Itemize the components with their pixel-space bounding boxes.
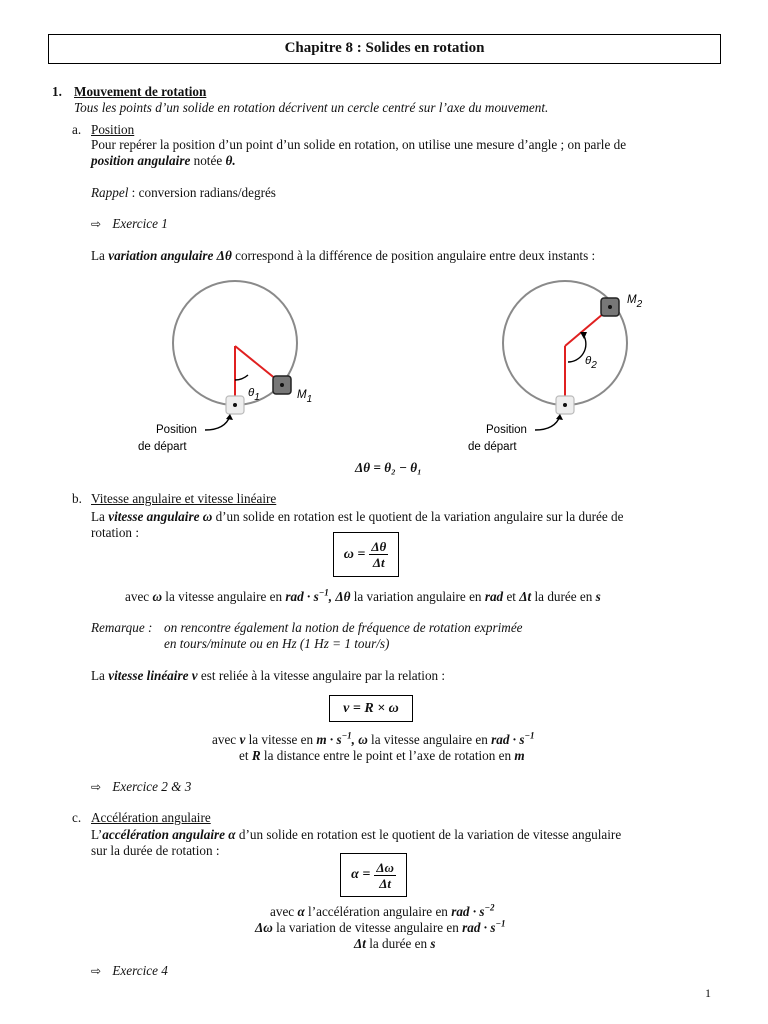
variation-pre: La — [91, 248, 109, 263]
omega-fraction-den: Δt — [372, 555, 385, 570]
section-heading: Mouvement de rotation — [74, 84, 207, 99]
part-a-line2-text: notée — [190, 153, 226, 168]
diagram-position-2 — [460, 280, 670, 460]
part-c-line1 — [91, 827, 621, 843]
u1e: , Δθ — [328, 589, 351, 604]
u5a: Δt — [354, 936, 366, 951]
page-title: Chapitre 8 : Solides en rotation — [48, 34, 721, 64]
part-a-letter: a. — [72, 122, 82, 137]
part-c-line1-post: d’un solide en rotation est le quotient de la variation de vitesse angulaire — [235, 827, 622, 842]
vitesse-angulaire-term: vitesse angulaire ω — [108, 509, 213, 524]
u2d-sup: −1 — [341, 730, 352, 741]
page-number: 1 — [705, 986, 711, 1000]
u1i: Δt — [519, 589, 532, 604]
position-angulaire-term: position angulaire — [91, 153, 191, 168]
u1k: s — [595, 589, 601, 604]
u1d-sup: −1 — [318, 587, 329, 598]
exercise-4-link[interactable] — [91, 963, 168, 979]
part-c-line2: sur la durée de rotation : — [91, 843, 220, 858]
start-label-line2: de départ — [138, 441, 187, 453]
u2l2c: la distance entre le point et l’axe de rotation en — [260, 748, 515, 763]
u2f: la vitesse angulaire en — [367, 732, 492, 747]
u2l2d: m — [514, 748, 525, 763]
part-b-line1-pre: La — [91, 509, 109, 524]
theta2-label: θ2 — [585, 355, 597, 371]
omega-fraction-num: Δθ — [371, 539, 387, 554]
m1-label: M1 — [297, 389, 313, 405]
alpha-fraction-num: Δω — [376, 859, 394, 875]
u1d: rad · s — [285, 589, 319, 604]
alpha-formula-box — [340, 853, 407, 897]
u3c: l’accélération angulaire en — [304, 904, 452, 919]
part-a-line2 — [91, 153, 236, 169]
part-b-letter: b. — [72, 491, 82, 506]
omega-fraction — [369, 539, 388, 570]
alpha-fraction — [374, 860, 396, 891]
rappel-line — [91, 185, 276, 201]
u2e: , ω — [351, 732, 368, 747]
start-label-line2: de départ — [468, 441, 517, 453]
part-c-letter: c. — [72, 810, 82, 825]
u4c-sup: −1 — [495, 918, 506, 929]
u2g-sup: −1 — [524, 730, 535, 741]
u4c: rad · s — [462, 920, 496, 935]
omega-units-line — [125, 589, 601, 605]
omega-formula-box — [333, 532, 399, 577]
alpha-units-line1 — [270, 904, 495, 920]
rappel-label: Rappel — [91, 185, 129, 200]
angle-arc — [235, 375, 248, 380]
linear-pre: La — [91, 668, 109, 683]
exercise-2-3-link[interactable] — [91, 779, 191, 795]
u5c: s — [430, 936, 436, 951]
theta-symbol: θ. — [225, 153, 236, 168]
linear-speed-line — [91, 668, 445, 684]
delta-theta-symbol: Δθ — [213, 248, 232, 263]
u2a: avec — [212, 732, 240, 747]
part-c-heading: Accélération angulaire — [91, 810, 211, 825]
variation-post: correspond à la différence de position angulaire entre deux instants : — [231, 248, 596, 263]
u1g: rad — [484, 589, 504, 604]
u2c: la vitesse en — [245, 732, 317, 747]
u2g: rad · s — [491, 732, 525, 747]
remark-line2: en tours/minute ou en Hz (1 Hz = 1 tour/s) — [164, 636, 390, 651]
variation-line — [91, 248, 595, 264]
u1a: avec — [125, 589, 153, 604]
u3a: avec — [270, 904, 298, 919]
part-b-line1 — [91, 509, 624, 525]
u1f: la variation angulaire en — [350, 589, 485, 604]
arrow-head-icon — [580, 332, 587, 339]
linear-post: est reliée à la vitesse angulaire par la relation : — [197, 668, 446, 683]
linear-formula-box: v = R × ω — [329, 695, 413, 722]
alpha-units-line3 — [354, 936, 436, 952]
start-label-line1: Position — [486, 424, 527, 436]
start-arrow — [535, 416, 560, 430]
vitesse-lineaire-term: vitesse linéaire v — [108, 668, 198, 683]
m2-label: M2 — [627, 294, 643, 310]
start-dot — [233, 403, 237, 407]
delta-theta-formula: Δθ = θ₂ − θ₁ — [355, 460, 422, 475]
u3b: α — [297, 904, 305, 919]
arrow-head-icon — [226, 414, 233, 420]
rappel-text: : conversion radians/degrés — [128, 185, 276, 200]
alpha-fraction-den: Δt — [379, 875, 391, 891]
exercise-1-label: Exercice 1 — [112, 216, 168, 231]
part-b-line1-post: d’un solide en rotation est le quotient de la variation angulaire sur la durée de — [212, 509, 624, 524]
exercise-2-3-label: Exercice 2 & 3 — [112, 779, 192, 794]
part-a-line1: Pour repérer la position d’un point d’un solide en rotation, on utilise une mesure d’angle ; on parle de — [91, 137, 627, 152]
part-a-heading: Position — [91, 122, 135, 137]
u1h: et — [503, 589, 520, 604]
remark-label: Remarque : — [91, 620, 153, 635]
omega-formula-lhs: ω = — [343, 546, 366, 562]
u1j: la durée en — [531, 589, 596, 604]
diagram-position-1 — [130, 280, 340, 460]
u4b: la variation de vitesse angulaire en — [272, 920, 463, 935]
u5b: la durée en — [365, 936, 431, 951]
u4a: Δω — [255, 920, 273, 935]
acceleration-term: accélération angulaire α — [102, 827, 236, 842]
theta1-label: θ1 — [248, 387, 260, 403]
alpha-formula-lhs: α = — [351, 867, 371, 882]
point-m2-dot — [608, 305, 612, 309]
start-label-line1: Position — [156, 424, 197, 436]
u3d: rad · s — [451, 904, 485, 919]
section-intro: Tous les points d’un solide en rotation décrivent un cercle centré sur l’axe du mouvement. — [74, 100, 549, 115]
part-c-line1-pre: L’ — [91, 827, 103, 842]
u2l2b: R — [251, 748, 261, 763]
arrow-right-icon: ⇨ — [91, 780, 102, 794]
linear-units-line1 — [212, 732, 534, 748]
u3d-sup: −2 — [484, 902, 495, 913]
section-number: 1. — [52, 84, 62, 99]
remark-line1: on rencontre également la notion de fréquence de rotation exprimée — [164, 620, 523, 635]
part-b-heading: Vitesse angulaire et vitesse linéaire — [91, 491, 277, 506]
u1c: la vitesse angulaire en — [162, 589, 286, 604]
u2b: v — [239, 732, 246, 747]
arrow-right-icon: ⇨ — [91, 217, 102, 231]
u2d: m · s — [316, 732, 342, 747]
exercise-1-link[interactable] — [91, 216, 168, 232]
alpha-units-line2 — [255, 920, 505, 936]
arrow-head-icon — [556, 414, 563, 420]
exercise-4-label: Exercice 4 — [112, 963, 168, 978]
point-m1-dot — [280, 383, 284, 387]
start-arrow — [205, 416, 230, 430]
part-b-line2: rotation : — [91, 525, 139, 540]
arrow-right-icon: ⇨ — [91, 964, 102, 978]
start-dot — [563, 403, 567, 407]
u1b: ω — [152, 589, 162, 604]
u2l2a: et — [239, 748, 252, 763]
variation-term: variation angulaire — [108, 248, 214, 263]
linear-units-line2 — [239, 748, 525, 764]
